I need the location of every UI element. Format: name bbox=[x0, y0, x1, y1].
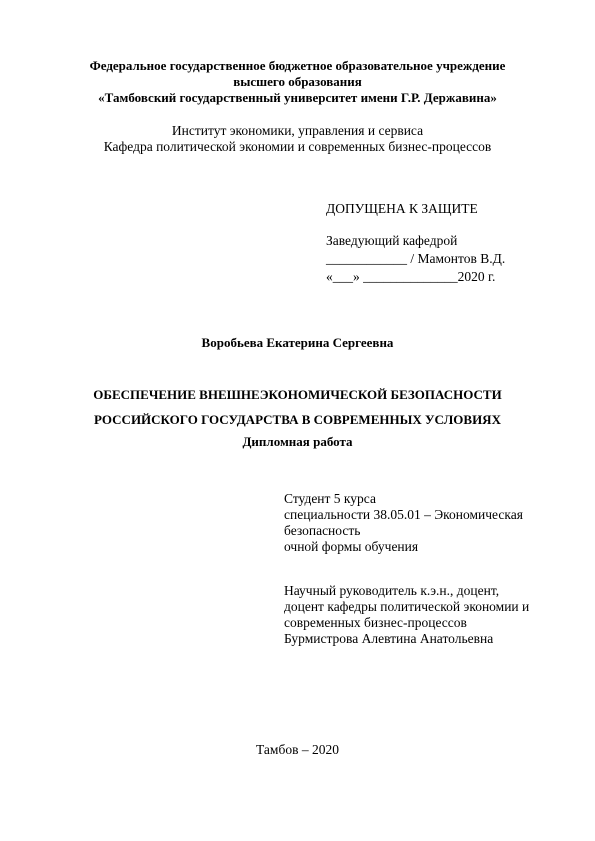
topic-line-1: ОБЕСПЕЧЕНИЕ ВНЕШНЕЭКОНОМИЧЕСКОЙ БЕЗОПАСНОСТИ bbox=[93, 387, 502, 402]
org-line-1: Федеральное государственное бюджетное образовательное учреждение bbox=[89, 58, 506, 73]
organization-block bbox=[0, 58, 595, 106]
institute-block bbox=[0, 123, 595, 155]
org-line-2: высшего образования bbox=[233, 74, 362, 89]
author-name: Воробьева Екатерина Сергеевна bbox=[201, 335, 394, 350]
advisor-line-3: современных бизнес-процессов bbox=[284, 615, 467, 630]
work-type: Дипломная работа bbox=[242, 434, 353, 449]
date-line: «___» ______________2020 г. bbox=[326, 269, 496, 284]
advisor-block bbox=[284, 583, 529, 647]
student-block bbox=[284, 491, 523, 555]
student-line-3: безопасность bbox=[284, 523, 361, 538]
advisor-line-4: Бурмистрова Алевтина Анатольевна bbox=[284, 631, 494, 646]
admission-block bbox=[326, 201, 505, 285]
advisor-line-1: Научный руководитель к.э.н., доцент, bbox=[284, 583, 500, 598]
student-line-1: Студент 5 курса bbox=[284, 491, 376, 506]
student-line-2: специальности 38.05.01 – Экономическая bbox=[284, 507, 523, 522]
head-of-department-label: Заведующий кафедрой bbox=[326, 233, 458, 248]
topic-line-2: РОССИЙСКОГО ГОСУДАРСТВА В СОВРЕМЕННЫХ УСЛОВИЯХ bbox=[94, 412, 501, 427]
signature-line: ____________ / Мамонтов В.Д. bbox=[326, 251, 506, 266]
admission-title: ДОПУЩЕНА К ЗАЩИТЕ bbox=[326, 201, 478, 216]
department-name: Кафедра политической экономии и современных бизнес-процессов bbox=[103, 139, 492, 154]
institute-name: Институт экономики, управления и сервиса bbox=[171, 123, 424, 138]
org-line-3: «Тамбовский государственный университет имени Г.Р. Державина» bbox=[98, 90, 497, 105]
student-line-4: очной формы обучения bbox=[284, 539, 419, 554]
city-year: Тамбов – 2020 bbox=[256, 742, 339, 757]
advisor-line-2: доцент кафедры политической экономии и bbox=[284, 599, 530, 614]
topic-block bbox=[0, 382, 595, 452]
